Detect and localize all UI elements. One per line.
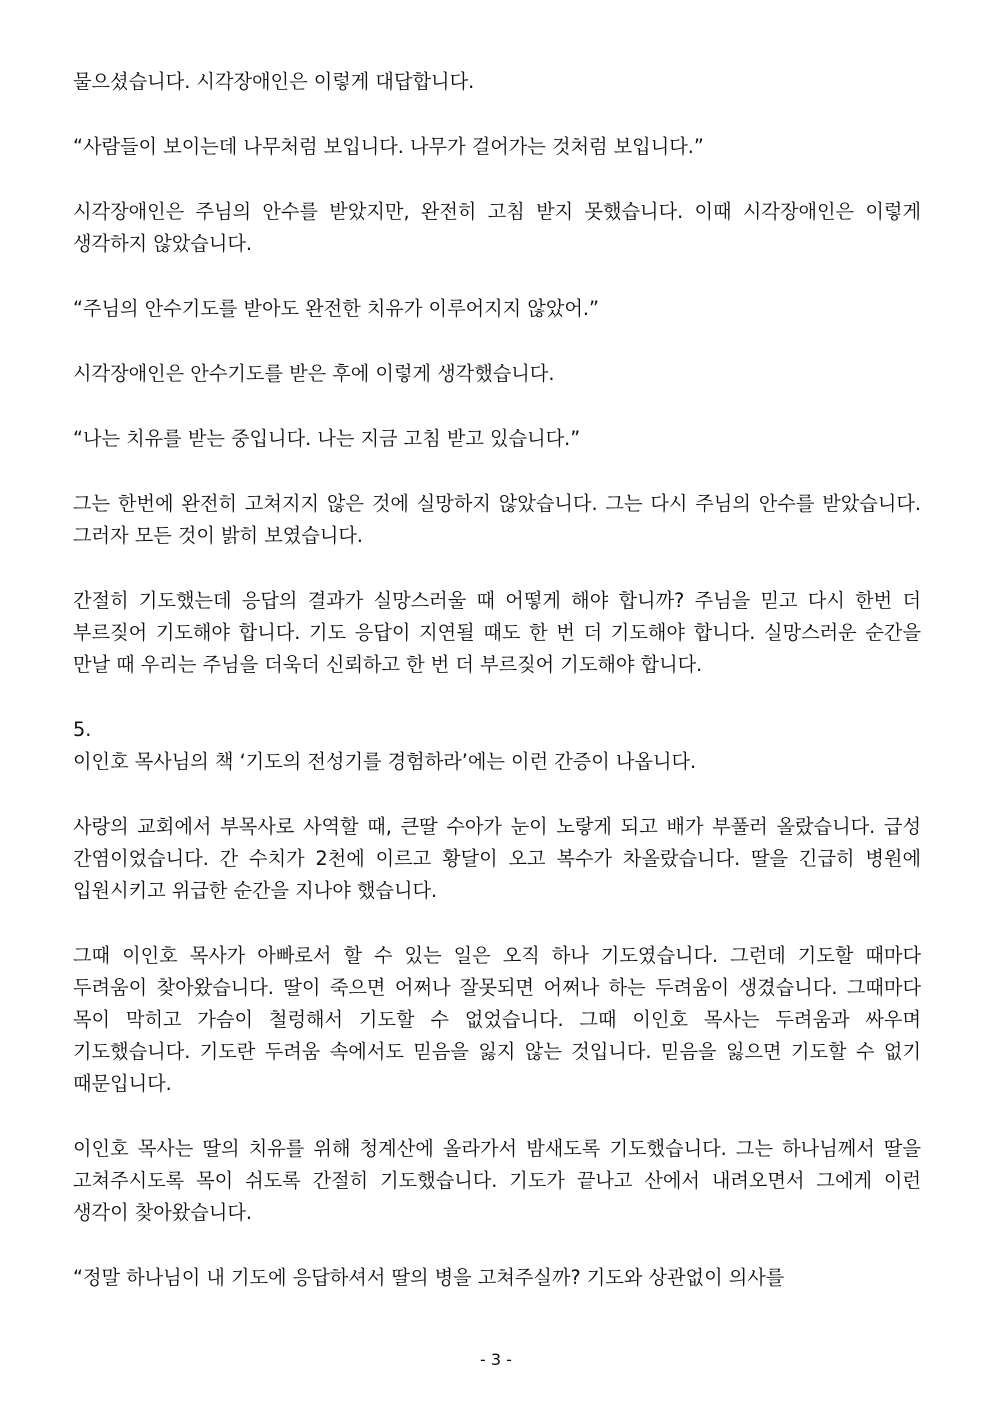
paragraph-6: 사랑의 교회에서 부목사로 사역할 때, 큰딸 수아가 눈이 노랗게 되고 배가 부풀러 올랐습니다. 급성 간염이었습니다. 간 수치가 2천에 이르고 황달이 오고 복수가 차올랐습니다. 딸을 긴급히 병원에 입원시키고 위급한 순간을 지나야 했습니다.: [73, 815, 921, 902]
quote-4: “정말 하나님이 내 기도에 응답하셔서 딸의 병을 고쳐주실까? 기도와 상관없이 의사를: [73, 1266, 785, 1289]
section-intro: 이인호 목사님의 책 ‘기도의 전성기를 경험하라’에는 이런 간증이 나옵니다.: [73, 750, 697, 773]
paragraph-5: 간절히 기도했는데 응답의 결과가 실망스러울 때 어떻게 해야 합니까? 주님을 믿고 다시 한번 더 부르짖어 기도해야 합니다. 기도 응답이 지연될 때도 한 번 더 기도해야 합니다. 실망스러운 순간을 만날 때 우리는 주님을 더욱더 신뢰하고 한 번 더 부르짖어 기도해야 합니다.: [73, 589, 921, 676]
document-body: [73, 66, 921, 1294]
paragraph-3: 시각장애인은 안수기도를 받은 후에 이렇게 생각했습니다.: [73, 362, 555, 385]
section-number: 5.: [73, 718, 92, 741]
page-number: - 3 -: [480, 1350, 512, 1369]
paragraph-7: 그때 이인호 목사가 아빠로서 할 수 있는 일은 오직 하나 기도였습니다. 그런데 기도할 때마다 두려움이 찾아왔습니다. 딸이 죽으면 어쩌나 잘못되면 어쩌나 하는 두려움이 생겼습니다. 그때마다 목이 막히고 가슴이 철렁해서 기도할 수 없었습니다. 그때 이인호 목사는 두려움과 싸우며 기도했습니다. 기도란 두려움 속에서도 믿음을 잃지 않는 것입니다. 믿음을 잃으면 기도할 수 없기 때문입니다.: [73, 944, 921, 1095]
quote-3: “나는 치유를 받는 중입니다. 나는 지금 고침 받고 있습니다.”: [73, 427, 581, 450]
quote-2: “주님의 안수기도를 받아도 완전한 치유가 이루어지지 않았어.”: [73, 297, 599, 320]
paragraph-4: 그는 한번에 완전히 고쳐지지 않은 것에 실망하지 않았습니다. 그는 다시 주님의 안수를 받았습니다. 그러자 모든 것이 밝히 보였습니다.: [73, 492, 921, 547]
quote-1: “사람들이 보이는데 나무처럼 보입니다. 나무가 걸어가는 것처럼 보입니다.”: [73, 135, 704, 158]
paragraph-1: 물으셨습니다. 시각장애인은 이렇게 대답합니다.: [73, 70, 475, 93]
paragraph-8: 이인호 목사는 딸의 치유를 위해 청계산에 올라가서 밤새도록 기도했습니다. 그는 하나님께서 딸을 고쳐주시도록 목이 쉬도록 간절히 기도했습니다. 기도가 끝나고 산에서 내려오면서 그에게 이런 생각이 찾아왔습니다.: [73, 1137, 921, 1224]
section-5: [73, 714, 921, 778]
paragraph-2: 시각장애인은 주님의 안수를 받았지만, 완전히 고침 받지 못했습니다. 이때 시각장애인은 이렇게 생각하지 않았습니다.: [73, 200, 921, 255]
